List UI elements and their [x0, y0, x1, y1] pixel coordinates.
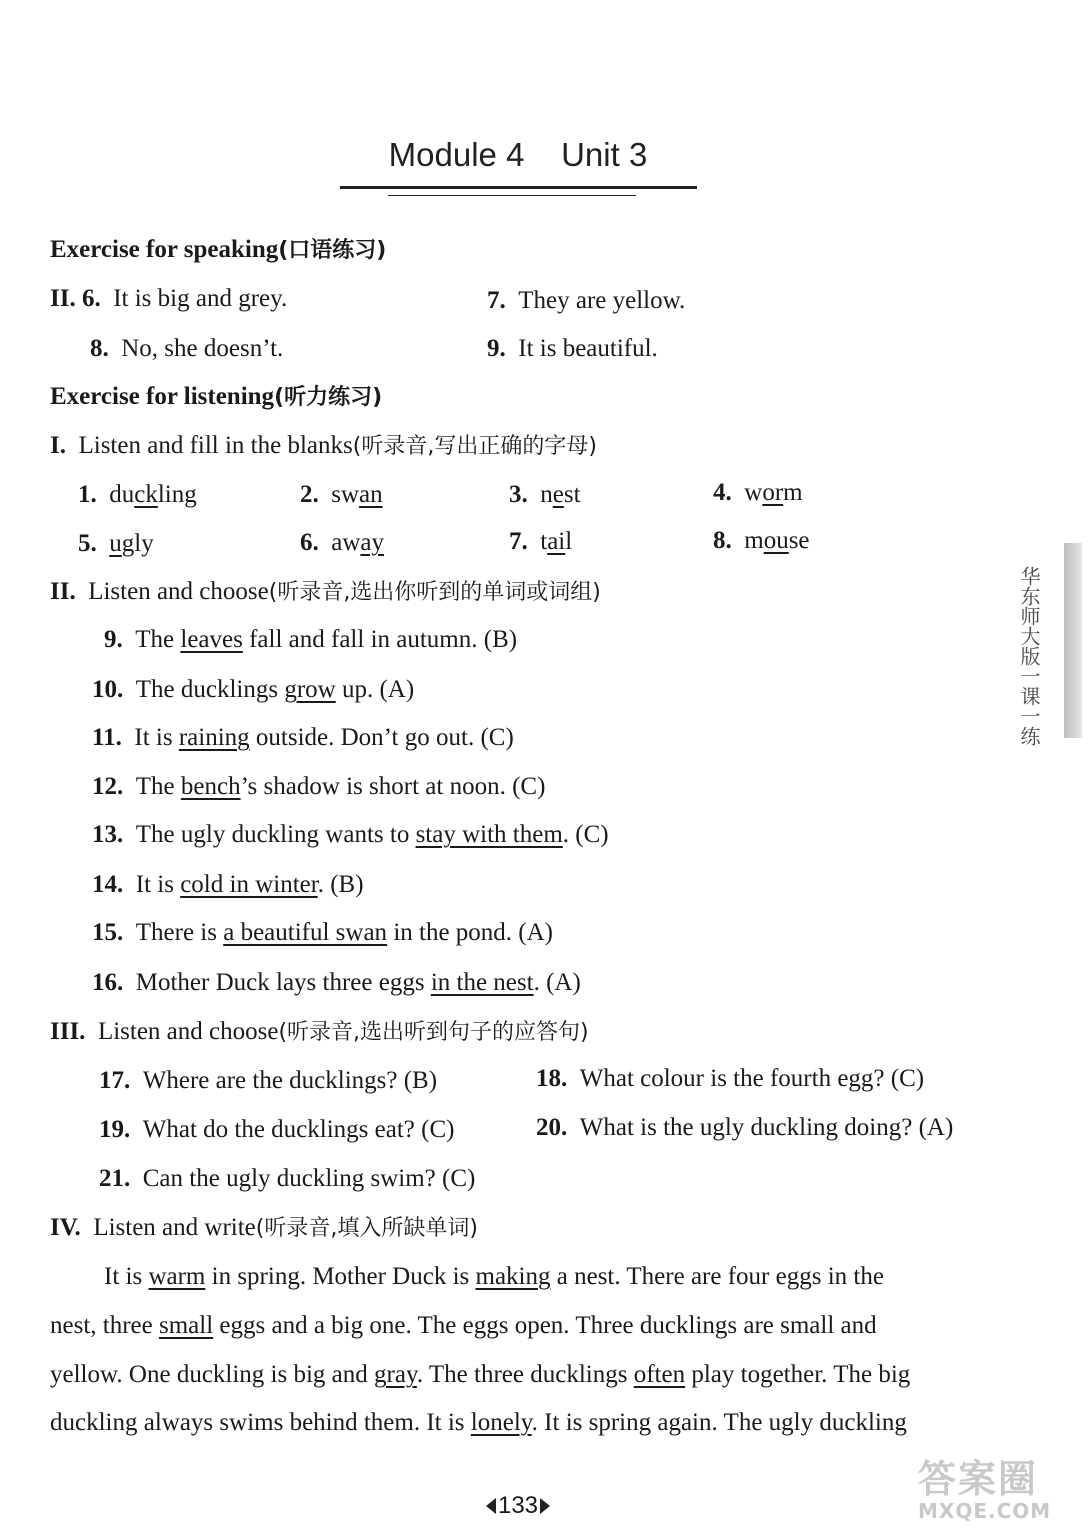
item-number: 21.: [99, 1165, 131, 1192]
fill-item: [509, 480, 581, 510]
speaking-item: [90, 334, 283, 364]
item-text: What is the ugly duckling doing? (A): [579, 1114, 954, 1141]
sentence-part: up. (A): [335, 676, 415, 703]
choose-item: [92, 968, 581, 998]
item-number: 10.: [92, 676, 124, 703]
instruction-text: Listen and write: [93, 1214, 256, 1241]
speaking-item: [50, 284, 287, 314]
item-text: What colour is the fourth egg? (C): [579, 1065, 925, 1092]
listening-heading-cn: (听力练习): [274, 385, 383, 410]
fill-item: [78, 480, 197, 510]
answer-phrase: a beautiful swan: [223, 919, 388, 946]
instruction-cn: (听录音,填入所缺单词): [255, 1216, 478, 1241]
passage-line: [50, 1262, 990, 1292]
item-number: 11.: [92, 724, 122, 751]
arrow-left-icon: [486, 1498, 496, 1514]
answer-letters: or: [762, 479, 784, 506]
speaking-heading: [50, 235, 386, 266]
answer-letters: ay: [360, 529, 385, 556]
part3-instruction: [50, 1017, 589, 1048]
sentence-part: outside. Don’t go out. (C): [249, 724, 514, 751]
item-text: Where are the ducklings? (B): [142, 1067, 438, 1094]
item-text: It is big and grey.: [113, 285, 288, 312]
answer-phrase: bench: [180, 773, 241, 800]
passage-text: duckling always swims behind them. It is: [50, 1409, 471, 1436]
section-label: I.: [50, 432, 66, 459]
instruction-cn: (听录音,写出正确的字母): [352, 434, 597, 459]
watermark-logo: 答案圈 MXQE.COM: [918, 1457, 1052, 1523]
part2-instruction: [50, 577, 601, 608]
instruction-text: Listen and choose: [97, 1018, 279, 1045]
item-number: 12.: [92, 773, 124, 800]
sentence-part: . (A): [533, 969, 581, 996]
response-item: [99, 1066, 437, 1096]
item-number: 6.: [300, 529, 319, 556]
answer-letters: ck: [134, 481, 158, 508]
instruction-cn: (听录音,选出听到句子的应答句): [278, 1020, 589, 1045]
choose-item: [104, 625, 517, 655]
sentence-part: It is: [134, 724, 179, 751]
word-part: m: [744, 527, 764, 554]
item-number: 2.: [300, 481, 319, 508]
item-number: 4.: [713, 479, 732, 506]
word-part: st: [563, 481, 581, 508]
answer-letters: an: [359, 481, 383, 508]
arrow-right-icon: [540, 1498, 550, 1514]
item-text: It is beautiful.: [518, 335, 658, 362]
listening-heading: [50, 382, 382, 413]
word-part: n: [540, 481, 553, 508]
sentence-part: The: [135, 626, 181, 653]
item-number: 15.: [92, 919, 124, 946]
answer-phrase: stay with them: [415, 821, 563, 848]
passage-text: yellow. One duckling is big and: [50, 1361, 375, 1388]
sentence-part: fall and fall in autumn. (B): [242, 626, 518, 653]
word-part: du: [109, 481, 135, 508]
section-label: III.: [50, 1018, 86, 1045]
passage-text: It is: [104, 1263, 149, 1290]
title-rule-thin: [388, 195, 636, 196]
fill-item: [713, 478, 803, 508]
speaking-item: [487, 334, 658, 364]
listening-heading-text: Exercise for listening: [50, 383, 275, 410]
passage-text: . It is spring again. The ugly duckling: [531, 1409, 907, 1436]
word-part: l: [565, 528, 573, 555]
passage-text: . The three ducklings: [416, 1361, 634, 1388]
item-text: They are yellow.: [518, 287, 686, 314]
passage-text: in spring. Mother Duck is: [205, 1263, 476, 1290]
instruction-cn: (听录音,选出你听到的单词或词组): [268, 580, 601, 605]
sentence-part: There is: [135, 919, 224, 946]
item-number: 19.: [99, 1116, 131, 1143]
word-part: ling: [157, 481, 197, 508]
response-item: [99, 1164, 475, 1194]
item-number: 16.: [92, 969, 124, 996]
answer-letters: e: [552, 481, 564, 508]
section-label: IV.: [50, 1214, 81, 1241]
passage-text: a nest. There are four eggs in the: [550, 1263, 884, 1290]
passage-line: [50, 1311, 990, 1341]
section-label: II.: [50, 578, 76, 605]
choose-item: [92, 918, 553, 948]
item-number: 17.: [99, 1067, 131, 1094]
item-number: 8.: [713, 527, 732, 554]
item-number: 18.: [536, 1065, 568, 1092]
word-part: m: [783, 479, 803, 506]
page-number-text: 133: [497, 1492, 539, 1519]
speaking-heading-cn: (口语练习): [278, 238, 387, 263]
choose-item: [92, 870, 364, 900]
instruction-text: Listen and choose: [88, 578, 269, 605]
speaking-item: [487, 286, 685, 316]
sentence-part: ’s shadow is short at noon. (C): [240, 773, 546, 800]
item-number: 1.: [78, 481, 97, 508]
fill-item: [300, 528, 384, 558]
fill-item: [300, 480, 383, 510]
item-number: 8.: [90, 335, 109, 362]
item-number: 7.: [487, 287, 506, 314]
fill-item: [713, 526, 810, 556]
sentence-part: The: [135, 773, 181, 800]
choose-item: [92, 675, 414, 705]
sentence-part: in the pond. (A): [387, 919, 554, 946]
fill-item: [78, 529, 154, 559]
page-title: Module 4 Unit 3: [388, 136, 648, 173]
word-part: sw: [331, 481, 360, 508]
word-part: se: [788, 527, 810, 554]
word-part: gly: [121, 530, 154, 557]
section-label: II.: [50, 285, 76, 312]
answer-phrase: grow: [284, 676, 336, 703]
item-text: Can the ugly duckling swim? (C): [142, 1165, 476, 1192]
answer-word: small: [158, 1312, 214, 1339]
item-text: No, she doesn’t.: [121, 335, 284, 362]
part4-instruction: [50, 1213, 478, 1244]
answer-word: warm: [148, 1263, 206, 1290]
response-item: [536, 1113, 953, 1143]
answer-letters: ai: [547, 528, 566, 555]
page-number: [0, 1492, 1036, 1520]
item-number: 14.: [92, 871, 124, 898]
fill-item: [509, 527, 572, 557]
passage-text: eggs and a big one. The eggs open. Three ducklings are small and: [213, 1312, 877, 1339]
answer-phrase: leaves: [180, 626, 243, 653]
title-rule-thick: [340, 186, 697, 189]
item-number: 9.: [487, 335, 506, 362]
passage-text: play together. The big: [685, 1361, 911, 1388]
item-number: 9.: [104, 626, 123, 653]
sentence-part: . (B): [317, 871, 364, 898]
response-item: [536, 1064, 924, 1094]
answer-word: gray: [374, 1361, 417, 1388]
passage-line: [50, 1360, 990, 1390]
answer-letters: u: [109, 530, 122, 557]
answer-word: lonely: [470, 1409, 532, 1436]
choose-item: [92, 820, 609, 850]
sentence-part: The ducklings: [135, 676, 285, 703]
item-number: 5.: [78, 530, 97, 557]
item-number: 3.: [509, 481, 528, 508]
word-part: w: [744, 479, 763, 506]
sentence-part: . (C): [562, 821, 609, 848]
side-tab: [1064, 543, 1082, 738]
answer-word: often: [633, 1361, 686, 1388]
side-label: 华东师大版一课一练: [1017, 566, 1041, 746]
passage-text: nest, three: [50, 1312, 159, 1339]
item-number: 20.: [536, 1114, 568, 1141]
answer-phrase: cold in winter: [180, 871, 318, 898]
passage-line: [50, 1408, 990, 1438]
answer-phrase: raining: [178, 724, 250, 751]
item-number: 6.: [81, 285, 101, 312]
item-number: 7.: [509, 528, 528, 555]
sentence-part: It is: [135, 871, 181, 898]
item-number: 13.: [92, 821, 124, 848]
choose-item: [92, 723, 514, 753]
answer-letters: ou: [763, 527, 789, 554]
instruction-text: Listen and fill in the blanks: [78, 432, 353, 459]
sentence-part: Mother Duck lays three eggs: [135, 969, 431, 996]
part1-instruction: [50, 431, 597, 462]
sentence-part: The ugly duckling wants to: [135, 821, 416, 848]
word-part: t: [540, 528, 548, 555]
word-part: aw: [331, 529, 361, 556]
answer-word: making: [475, 1263, 551, 1290]
choose-item: [92, 772, 545, 802]
speaking-heading-text: Exercise for speaking: [50, 236, 279, 263]
item-text: What do the ducklings eat? (C): [142, 1116, 455, 1143]
answer-phrase: in the nest: [430, 969, 534, 996]
response-item: [99, 1115, 454, 1145]
